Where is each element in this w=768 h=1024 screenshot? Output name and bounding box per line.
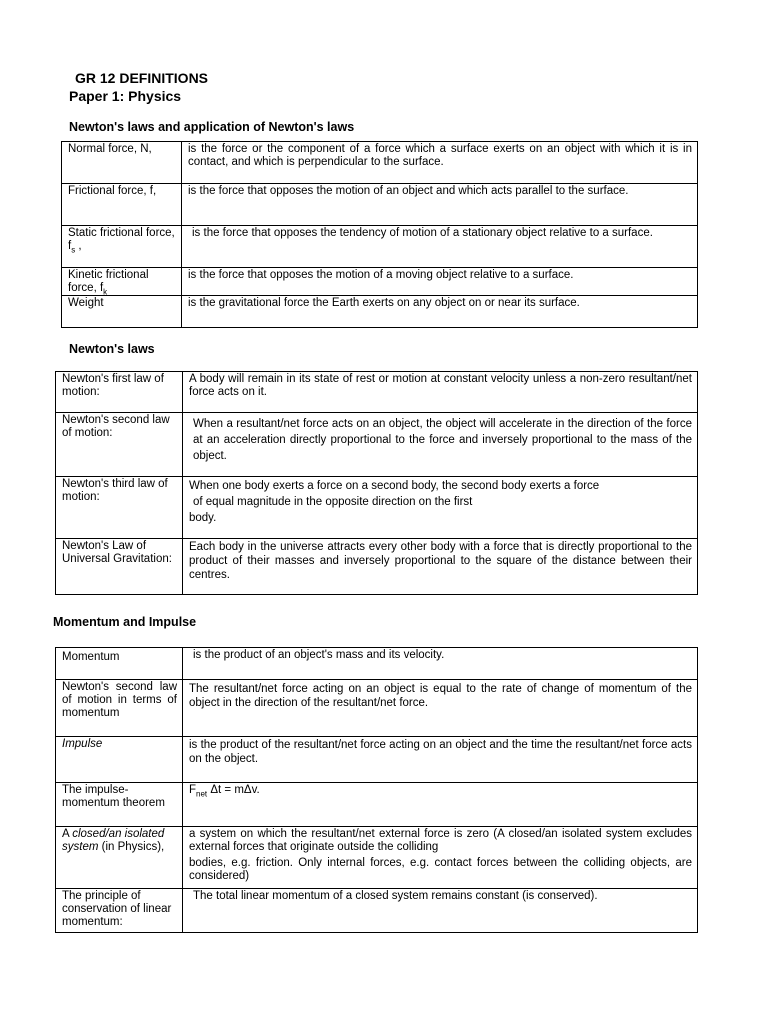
newtons-laws-table	[55, 371, 698, 595]
table-row	[62, 142, 698, 184]
page-title: GR 12 DEFINITIONS	[75, 70, 209, 86]
definition-cell: The total linear momentum of a closed system remains constant (is conserved).	[183, 889, 698, 933]
term-cell: The impulse-momentum theorem	[56, 783, 183, 827]
definition-cell: is the product of an object's mass and its velocity.	[183, 648, 698, 680]
term-cell	[62, 226, 182, 268]
term-cell: Frictional force, f,	[62, 184, 182, 226]
table-row	[56, 737, 698, 783]
section-heading-newtons-laws: Newton's laws	[69, 342, 155, 356]
definition-cell: Each body in the universe attracts every other body with a force that is directly proportional to the product of their masses and inversely proportional to the square of the distance between their centres.	[183, 539, 698, 595]
momentum-impulse-table	[55, 647, 698, 933]
term-subscript: s	[71, 245, 76, 255]
table-row	[56, 889, 698, 933]
definition-line: of equal magnitude in the opposite direction on the first	[193, 496, 473, 508]
table-row	[56, 477, 698, 539]
term-text: Kinetic frictional force, f	[68, 269, 149, 294]
definition-part: bodies, e.g. friction. Only internal forces, e.g. contact forces between the colliding objects, are considered)	[189, 857, 692, 882]
term-suffix: ,	[75, 240, 82, 252]
definition-cell: is the force or the component of a force which a surface exerts on an object with which it is in contact, and which is perpendicular to the surface.	[182, 142, 698, 184]
table-row	[56, 827, 698, 889]
section-heading-newtons-laws-application: Newton's laws and application of Newton's laws	[69, 120, 355, 134]
term-subscript: k	[103, 287, 108, 296]
definition-cell: is the force that opposes the motion of an object and which acts parallel to the surface.	[182, 184, 698, 226]
table-row	[56, 783, 698, 827]
definition-line: When one body exerts a force on a second body, the second body exerts a force	[189, 480, 600, 492]
formula-cell	[183, 783, 698, 827]
newtons-laws-application-table	[61, 141, 698, 328]
table-row	[56, 680, 698, 737]
definition-cell	[183, 827, 698, 889]
definition-cell: is the force that opposes the tendency of motion of a stationary object relative to a surface.	[182, 226, 698, 268]
table-row	[56, 372, 698, 413]
definition-cell: A body will remain in its state of rest or motion at constant velocity unless a non-zero resultant/net force acts on it.	[183, 372, 698, 413]
definition-cell	[183, 477, 698, 539]
term-text: Static frictional force, f	[68, 227, 175, 252]
definition-cell: is the gravitational force the Earth exerts on any object on or near its surface.	[182, 296, 698, 328]
term-cell: Impulse	[56, 737, 183, 783]
term-cell: Newton's Law of Universal Gravitation:	[56, 539, 183, 595]
formula-f: F	[189, 784, 197, 796]
table-row	[62, 268, 698, 296]
term-cell: Newton's third law of motion:	[56, 477, 183, 539]
definition-part: a system on which the resultant/net external force is zero (A closed/an isolated system excludes external forces that originate outside the colliding	[189, 828, 692, 853]
definition-line: body.	[189, 512, 217, 524]
table-row	[62, 296, 698, 328]
term-cell: Newton's second law of motion in terms of momentum	[56, 680, 183, 737]
table-row	[62, 184, 698, 226]
term-cell	[62, 268, 182, 296]
section-heading-momentum-impulse: Momentum and Impulse	[53, 615, 197, 629]
definition-cell: When a resultant/net force acts on an object, the object will accelerate in the direction of the force at an acceleration directly proportional to the force and inversely proportional to the mass of the object.	[183, 413, 698, 477]
formula-rest: Δt = mΔv.	[207, 784, 260, 796]
page-subtitle: Paper 1: Physics	[69, 88, 182, 104]
table-row	[56, 648, 698, 680]
term-rest: (in Physics),	[98, 841, 165, 853]
table-row	[62, 226, 698, 268]
table-row	[56, 413, 698, 477]
term-cell: Newton's second law of motion:	[56, 413, 183, 477]
definition-cell: The resultant/net force acting on an object is equal to the rate of change of momentum of the object in the direction of the resultant/net force.	[183, 680, 698, 737]
term-cell	[56, 827, 183, 889]
term-text: A	[62, 828, 73, 840]
term-cell: Normal force, N,	[62, 142, 182, 184]
formula-subscript: net	[196, 789, 208, 799]
term-italic: closed/an isolated system	[62, 828, 165, 853]
definition-cell: is the product of the resultant/net force acting on an object and the time the resultant/net force acts on the object.	[183, 737, 698, 783]
term-cell: Momentum	[56, 648, 183, 680]
term-cell: Newton's first law of motion:	[56, 372, 183, 413]
table-row	[56, 539, 698, 595]
term-cell: The principle of conservation of linear momentum:	[56, 889, 183, 933]
definition-cell: is the force that opposes the motion of a moving object relative to a surface.	[182, 268, 698, 296]
term-cell: Weight	[62, 296, 182, 328]
